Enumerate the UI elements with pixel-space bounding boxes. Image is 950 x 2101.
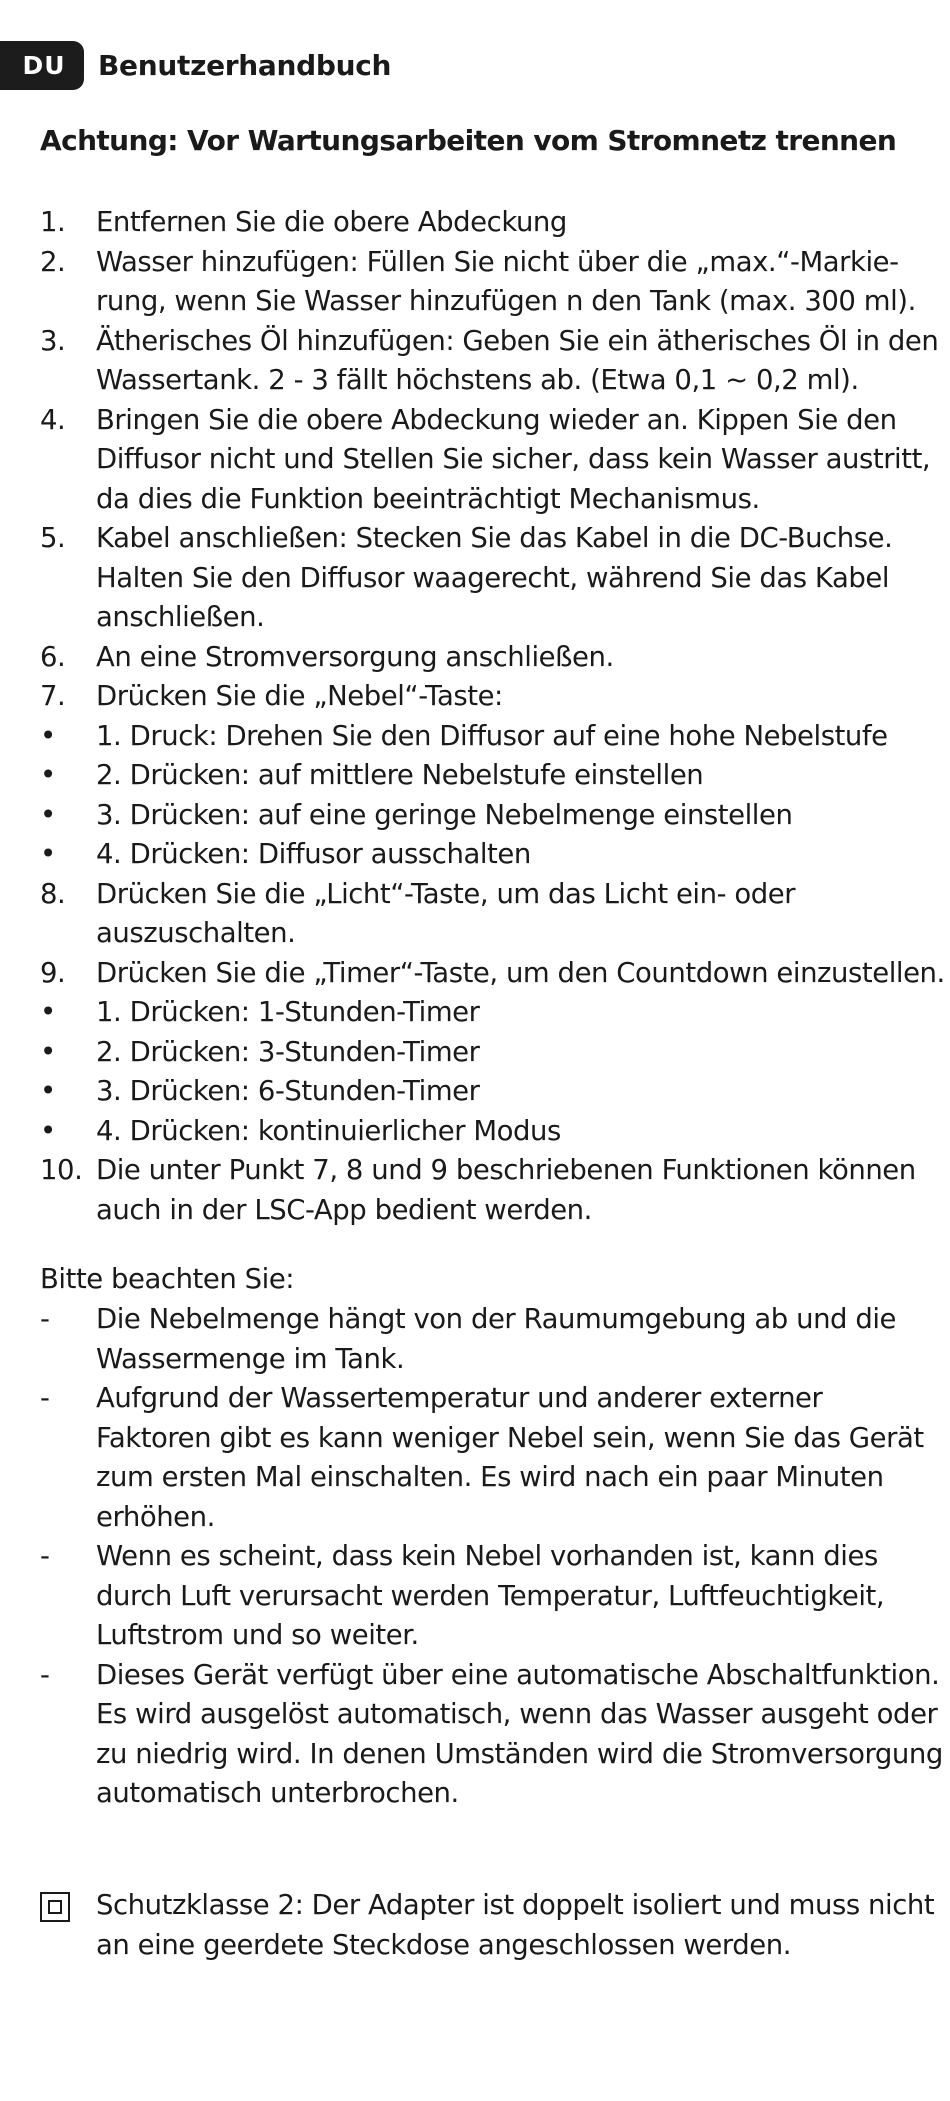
note-item-marker: - — [40, 1540, 50, 1572]
step-item-marker: 4. — [40, 403, 66, 436]
text-line: erhöhen. — [96, 1500, 215, 1533]
note-item — [40, 1300, 940, 1379]
note-item-text — [96, 1656, 943, 1814]
step-item — [40, 756, 940, 796]
step-item-marker: 3. — [40, 324, 66, 357]
text-line: Drücken Sie die „Licht“-Taste, um das Licht ein- oder — [96, 877, 796, 910]
steps-list — [40, 203, 945, 1230]
step-item-marker: 9. — [40, 956, 66, 989]
step-item-marker: • — [40, 1114, 56, 1147]
text-line: Wassertank. 2 - 3 fällt höchstens ab. (Etwa 0,1 ~ 0,2 ml). — [96, 364, 859, 396]
note-item-marker: - — [40, 1382, 50, 1414]
protection-class-note — [40, 1886, 940, 1965]
step-item-text — [96, 993, 940, 1033]
text-line: Wasser hinzufügen: Füllen Sie nicht über die „max.“-Markie- — [96, 245, 899, 278]
step-item — [40, 1112, 940, 1152]
text-line: Die Nebelmenge hängt von der Raumumgebung ab und die — [96, 1303, 897, 1335]
step-item — [40, 401, 940, 520]
text-line: 3. Drücken: 6-Stunden-Timer — [96, 1075, 480, 1107]
text-line: Halten Sie den Diffusor waagerecht, während Sie das Kabel — [96, 561, 890, 594]
note-item-text — [96, 1300, 940, 1379]
note-item-marker: - — [40, 1658, 50, 1691]
text-line: Die unter Punkt 7, 8 und 9 beschriebenen Funktionen können — [96, 1154, 916, 1186]
text-line: 1. Druck: Drehen Sie den Diffusor auf eine hohe Nebelstufe — [96, 719, 888, 752]
text-line: zum ersten Mal einschalten. Es wird nach ein paar Minuten — [96, 1461, 884, 1493]
text-line: 1. Drücken: 1-Stunden-Timer — [96, 996, 480, 1028]
text-line: Faktoren gibt es kann weniger Nebel sein, wenn Sie das Gerät — [96, 1421, 924, 1454]
step-item-text — [96, 677, 940, 717]
text-line: Es wird ausgelöst automatisch, wenn das Wasser ausgeht oder — [96, 1698, 938, 1730]
note-item — [40, 1656, 943, 1814]
note-item-marker: - — [40, 1303, 50, 1335]
step-item-marker: • — [40, 798, 56, 831]
text-line: Wenn es scheint, dass kein Nebel vorhanden ist, kann dies — [96, 1540, 878, 1572]
step-item-text — [96, 1033, 940, 1073]
step-item — [40, 322, 940, 401]
step-item-text — [96, 1151, 940, 1230]
note-item — [40, 1379, 940, 1537]
text-line: Schutzklasse 2: Der Adapter ist doppelt isoliert und muss nicht — [96, 1889, 935, 1921]
text-line: 3. Drücken: auf eine geringe Nebelmenge einstellen — [96, 798, 793, 831]
step-item-marker: 8. — [40, 877, 66, 910]
step-item — [40, 993, 940, 1033]
step-item-marker: • — [40, 838, 56, 870]
text-line: Drücken Sie die „Timer“-Taste, um den Countdown einzustellen. — [96, 956, 945, 989]
step-item — [40, 519, 940, 638]
text-line: 4. Drücken: kontinuierlicher Modus — [96, 1114, 561, 1147]
text-line: Kabel anschließen: Stecken Sie das Kabel in die DC-Buchse. — [96, 522, 893, 554]
text-line: Diffusor nicht und Stellen Sie sicher, dass kein Wasser austritt, — [96, 443, 931, 475]
step-item — [40, 1072, 940, 1112]
text-line: 4. Drücken: Diffusor ausschalten — [96, 838, 531, 870]
text-line: an eine geerdete Steckdose angeschlossen werden. — [96, 1928, 791, 1961]
step-item-marker: 7. — [40, 680, 66, 712]
text-line: anschließen. — [96, 601, 265, 633]
step-item-marker: 5. — [40, 522, 66, 554]
step-item — [40, 1033, 940, 1073]
text-line: rung, wenn Sie Wasser hinzufügen n den Tank (max. 300 ml). — [96, 285, 916, 317]
step-item-marker: • — [40, 759, 56, 791]
text-line: 2. Drücken: auf mittlere Nebelstufe einstellen — [96, 759, 704, 791]
text-line: Entfernen Sie die obere Abdeckung — [96, 206, 567, 238]
step-item-text — [96, 243, 940, 322]
step-item — [40, 243, 940, 322]
document-header — [0, 41, 391, 90]
text-line: 2. Drücken: 3-Stunden-Timer — [96, 1035, 480, 1068]
step-item-marker: 10. — [40, 1154, 83, 1186]
note-item-text — [96, 1379, 940, 1537]
text-line: Wassermenge im Tank. — [96, 1342, 405, 1375]
text-line: Aufgrund der Wassertemperatur und anderer externer — [96, 1382, 823, 1414]
step-item-text — [96, 401, 940, 520]
text-line: durch Luft verursacht werden Temperatur, Luftfeuchtigkeit, — [96, 1579, 885, 1612]
step-item-marker: • — [40, 996, 56, 1028]
step-item-text — [96, 322, 940, 401]
text-line: Drücken Sie die „Nebel“-Taste: — [96, 680, 503, 712]
text-line: Luftstrom und so weiter. — [96, 1619, 419, 1651]
step-item-marker: • — [40, 1075, 56, 1107]
step-item — [40, 677, 940, 717]
step-item-text — [96, 796, 940, 836]
protection-class-text — [96, 1886, 940, 1965]
step-item-text — [96, 203, 940, 243]
step-item — [40, 717, 940, 757]
text-line: auszuschalten. — [96, 917, 296, 949]
note-item-text — [96, 1537, 940, 1656]
text-line: zu niedrig wird. In denen Umständen wird die Stromversorgung — [96, 1737, 943, 1770]
step-item-marker: 1. — [40, 206, 66, 238]
step-item-text — [96, 519, 940, 638]
text-line: Ätherisches Öl hinzufügen: Geben Sie ein ätherisches Öl in den — [96, 324, 939, 357]
step-item-text — [96, 1072, 940, 1112]
step-item — [40, 835, 940, 875]
step-item — [40, 954, 945, 994]
notes-list — [40, 1300, 943, 1814]
step-item-text — [96, 756, 940, 796]
text-line: An eine Stromversorgung anschließen. — [96, 640, 614, 673]
step-item-marker: • — [40, 719, 56, 752]
text-line: Bringen Sie die obere Abdeckung wieder an. Kippen Sie den — [96, 403, 897, 436]
text-line: da dies die Funktion beeinträchtigt Mechanismus. — [96, 482, 760, 515]
step-item-text — [96, 875, 940, 954]
step-item-marker: 2. — [40, 245, 66, 278]
step-item — [40, 796, 940, 836]
step-item-text — [96, 717, 940, 757]
document-title: Benutzerhandbuch — [98, 49, 392, 82]
notes-title: Bitte beachten Sie: — [40, 1263, 295, 1295]
step-item — [40, 638, 940, 678]
language-badge: DU — [0, 41, 84, 90]
text-line: Dieses Gerät verfügt über eine automatische Abschaltfunktion. — [96, 1658, 940, 1691]
step-item-text — [96, 954, 945, 994]
note-item — [40, 1537, 940, 1656]
step-item — [40, 1151, 940, 1230]
protection-class-2-icon — [40, 1886, 96, 1925]
step-item-marker: 6. — [40, 640, 66, 673]
step-item — [40, 203, 940, 243]
step-item-marker: • — [40, 1035, 56, 1068]
step-item — [40, 875, 940, 954]
text-line: automatisch unterbrochen. — [96, 1777, 459, 1809]
step-item-text — [96, 1112, 940, 1152]
text-line: auch in der LSC-App bedient werden. — [96, 1193, 592, 1226]
step-item-text — [96, 835, 940, 875]
step-item-text — [96, 638, 940, 678]
warning-heading: Achtung: Vor Wartungsarbeiten vom Stromnetz trennen — [40, 124, 897, 157]
